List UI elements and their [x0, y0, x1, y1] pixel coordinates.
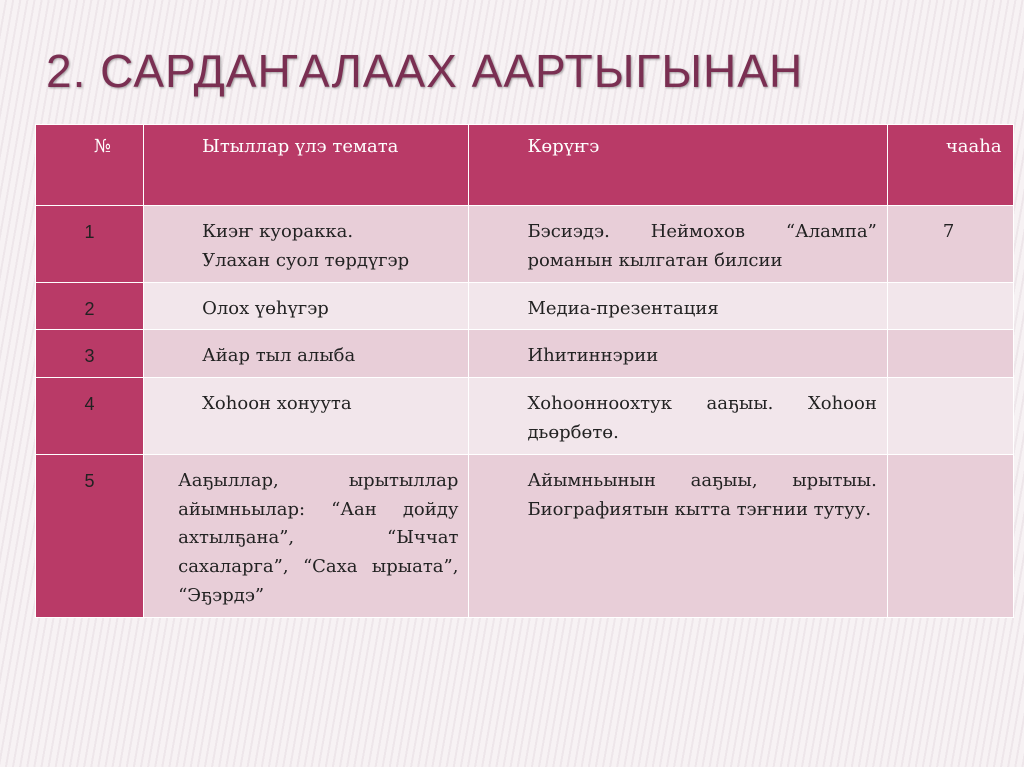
slide-title: 2. САРДАҤАЛААХ ААРТЫГЫНАН [46, 45, 804, 97]
row-hours [887, 378, 1013, 455]
row-number: 5 [36, 454, 144, 617]
table-row [36, 378, 1014, 455]
header-topic: Ытыллар үлэ темата [144, 125, 469, 206]
row-number: 3 [36, 330, 144, 378]
table-row [36, 330, 1014, 378]
table-row [36, 282, 1014, 330]
row-hours [887, 330, 1013, 378]
row-form: Бэсиэдэ. Неймохов “Алампа” романын кылгатан билсии [469, 206, 887, 283]
lesson-table [35, 124, 1014, 618]
header-hours: чааһа [887, 125, 1013, 206]
row-topic [144, 206, 469, 283]
table-row [36, 206, 1014, 283]
topic-line: Киэҥ куоракка. [202, 221, 354, 242]
row-topic: Хоһоон хонуута [144, 378, 469, 455]
row-form: Иһитиннэрии [469, 330, 887, 378]
row-topic: Олох үөһүгэр [144, 282, 469, 330]
header-form: Көрүҥэ [469, 125, 887, 206]
row-topic: Ааҕыллар, ырытыллар айымньылар: “Аан дойду ахтылҕана”, “Ыччат сахаларга”, “Саха ырыата”, “Эҕэрдэ” [144, 454, 469, 617]
topic-line: Улахан суол төрдүгэр [202, 249, 410, 271]
row-number: 1 [36, 206, 144, 283]
row-number: 2 [36, 282, 144, 330]
row-hours: 7 [887, 206, 1013, 283]
row-number: 4 [36, 378, 144, 455]
row-form: Медиа-презентация [469, 282, 887, 330]
header-number: № [36, 125, 144, 206]
row-form: Хоһоонноохтук ааҕыы. Хоһоон дьөрбөтө. [469, 378, 887, 455]
row-hours [887, 454, 1013, 617]
row-topic: Айар тыл алыба [144, 330, 469, 378]
row-form: Айымньынын ааҕыы, ырытыы. Биографиятын кытта тэҥнии тутуу. [469, 454, 887, 617]
row-hours [887, 282, 1013, 330]
table-row [36, 454, 1014, 617]
table-header-row [36, 125, 1014, 206]
